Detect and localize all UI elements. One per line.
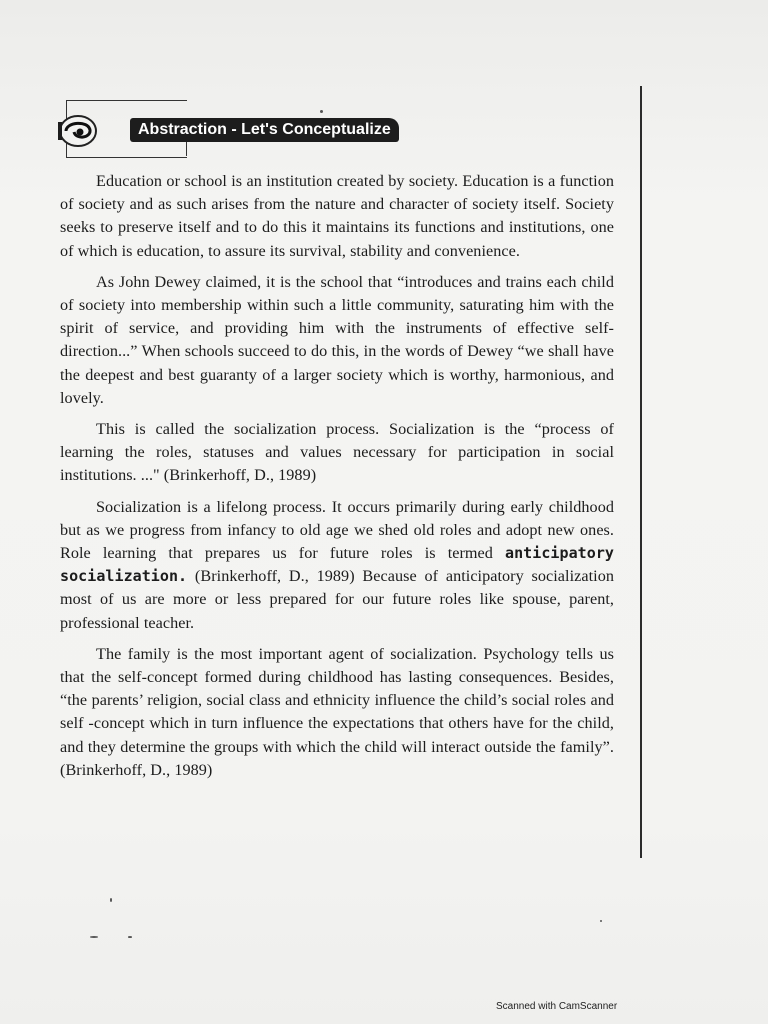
paragraph-family-agent: The family is the most important agent of socialization. Psychology tells us that the self-concept formed during childhood has lasting consequences. Besides, “the parents’ religion, social class and ethnicity influence the child’s social roles and self -concept which in turn influence the expectations that others have for the child, and they determine the groups with which the child will interact outside the family”. (Brinkerhoff, D., 1989) — [60, 644, 614, 779]
swirl-icon — [58, 114, 106, 148]
scan-speck — [600, 920, 602, 922]
paragraph-education-society: Education or school is an institution created by society. Education is a function of society and as such arises from the nature and character of society itself. Society seeks to preserve itself and to do this it maintains its functions and institutions, one of which is education, to assure its survival, stability and convenience. — [60, 172, 614, 260]
paragraph-text: (Brinkerhoff, D., 1989) Because of anticipatory socialization most of us are more or less prepared for our future roles like spouse, parent, professional teacher. — [60, 567, 614, 632]
scan-speck — [90, 936, 98, 938]
paragraph-john-dewey: As John Dewey claimed, it is the school that “introduces and trains each child of society into membership within such a little community, saturating him with the spirit of service, and providing him with the instruments of effective self-direction...” When schools succeed to do this, in the words of Dewey “we shall have the deepest and best guaranty of a larger society which is worthy, harmonious, and lovely. — [60, 272, 614, 407]
paragraph-text: Socialization is a lifelong process. It occurs primarily during early childhood but as we progress from infancy to old age we shed old roles and adopt new ones. Role learning that prepares us for future roles is termed — [60, 497, 614, 563]
paragraph-lifelong-process — [60, 496, 614, 635]
bold-term: anticipatory socialization. — [60, 544, 614, 586]
paragraph-socialization-process: This is called the socialization process. Socialization is the “process of learning the roles, statuses and values necessary for participation in social institutions. ..." (Brinkerhoff, D., 1989) — [60, 420, 614, 485]
page-margin-rule — [640, 86, 642, 858]
section-title: Abstraction - Let's Conceptualize — [130, 118, 399, 142]
scan-speck — [320, 110, 323, 113]
scanner-watermark: Scanned with CamScanner — [496, 1001, 618, 1012]
body-text — [60, 170, 614, 790]
header-corner — [126, 142, 187, 156]
scan-speck — [128, 936, 132, 938]
scan-speck — [110, 898, 112, 902]
section-header — [58, 100, 418, 160]
